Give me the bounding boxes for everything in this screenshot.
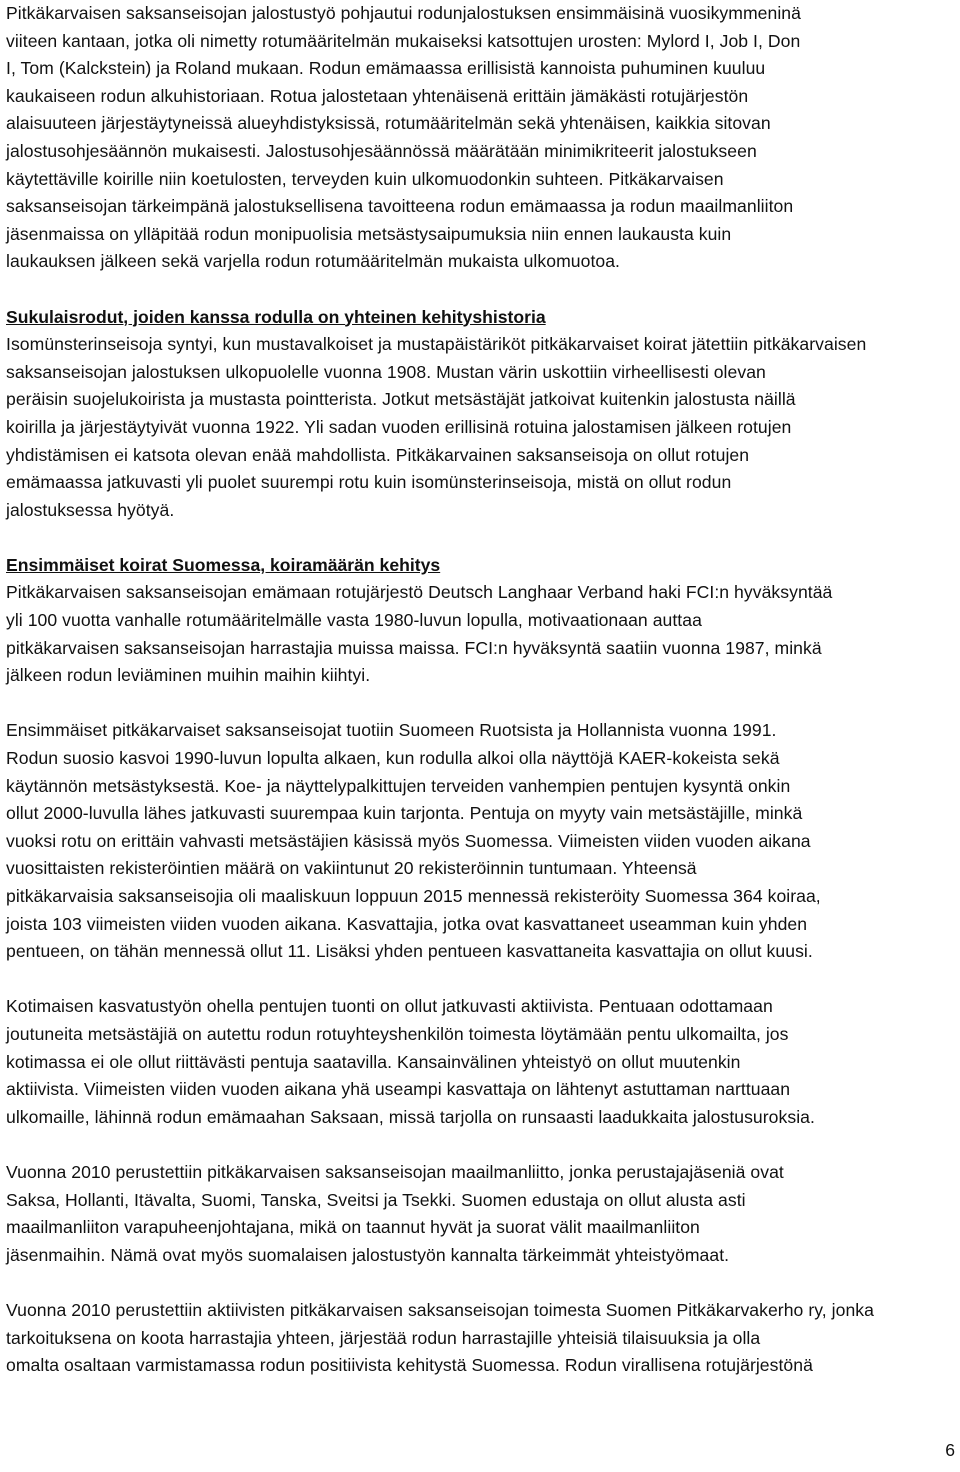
text-line: Saksa, Hollanti, Itävalta, Suomi, Tanska, Sveitsi ja Tsekki. Suomen edustaja on ollut alusta asti xyxy=(6,1189,746,1210)
breed-club-paragraph xyxy=(6,1297,954,1380)
intro-paragraph xyxy=(6,0,954,276)
text-line: aktiivista. Viimeisten viiden vuoden aikana yhä useampi kasvattaja on lähtenyt astuttaman narttuaan xyxy=(6,1079,791,1100)
world-union-paragraph xyxy=(6,1159,954,1269)
document-page xyxy=(6,0,954,1380)
text-line: käytettäville koirille niin koetulosten, terveyden kuin ulkomuodonkin suhteen. Pitkäkarvaisen xyxy=(6,168,724,189)
text-line: ollut 2000-luvulla lähes jatkuvasti suurempaa kuin tarjonta. Pentuja on myyty vain metsästäjille, minkä xyxy=(6,803,803,824)
text-line: saksanseisojan jalostuksen ulkopuolelle vuonna 1908. Mustan värin uskottiin virheellisesti olevan xyxy=(6,361,766,382)
spacer xyxy=(6,1269,954,1297)
text-line: Vuonna 2010 perustettiin aktiivisten pitkäkarvaisen saksanseisojan toimesta Suomen Pitkäkarvakerho ry, jonka xyxy=(6,1299,874,1320)
spacer xyxy=(6,1131,954,1159)
text-line: Pitkäkarvaisen saksanseisojan jalostustyö pohjautui rodunjalostuksen ensimmäisinä vuosikymmeninä xyxy=(6,3,801,23)
text-line: kotimassa ei ole ollut riittävästi pentuja saatavilla. Kansainvälinen yhteistyö on ollut muutenkin xyxy=(6,1051,741,1072)
text-line: omalta osaltaan varmistamassa rodun positiivista kehitystä Suomessa. Rodun virallisena rotujärjestönä xyxy=(6,1355,813,1376)
text-line: jälkeen rodun leviäminen muihin maihin kiihtyi. xyxy=(6,665,371,686)
spacer xyxy=(6,966,954,994)
text-line: käytännön metsästyksestä. Koe- ja näyttelypalkittujen terveiden vanhempien pentujen kysyntä onkin xyxy=(6,775,791,796)
text-line: jäsenmaihin. Nämä ovat myös suomalaisen jalostustyön kannalta tärkeimmät yhteistyömaat. xyxy=(6,1244,730,1265)
text-line: Isomünsterinseisoja syntyi, kun mustavalkoiset ja mustapäistäriköt pitkäkarvaiset koirat jätettiin pitkäkarvaisen xyxy=(6,334,867,355)
text-line: joutuneita metsästäjiä on autettu rodun rotuyhteyshenkilön toimesta löytämään pentu ulkomailta, jos xyxy=(6,1023,789,1044)
related-breeds-paragraph xyxy=(6,331,954,524)
text-line: kaukaiseen rodun alkuhistoriaan. Rotua jalostetaan yhtenäisenä erittäin jämäkästi rotujärjestön xyxy=(6,85,749,106)
text-line: peräisin suojelukoirista ja mustasta pointterista. Jotkut metsästäjät jatkoivat kuitenkin jalostusta näillä xyxy=(6,389,796,410)
text-line: emämaassa jatkuvasti yli puolet suurempi rotu kuin isomünsterinseisoja, mistä on ollut rodun xyxy=(6,472,732,493)
text-line: Vuonna 2010 perustettiin pitkäkarvaisen saksanseisojan maailmanliitto, jonka perustajajäseniä ovat xyxy=(6,1161,784,1182)
section-heading-first-dogs-finland: Ensimmäiset koirat Suomessa, koiramäärän kehitys xyxy=(6,554,441,575)
text-line: joista 103 viimeisten viiden vuoden aikana. Kasvattajia, jotka ovat kasvattaneet useamman kuin yhden xyxy=(6,913,808,934)
text-line: pentueen, on tähän mennessä ollut 11. Lisäksi yhden pentueen kasvattaneita kasvattajia on ollut kuusi. xyxy=(6,941,813,962)
text-line: koirilla ja järjestäytyivät vuonna 1922. Yli sadan vuoden erillisinä rotuina jalostamisen jälkeen rotujen xyxy=(6,416,792,437)
text-line: jäsenmaissa on ylläpitää rodun monipuolisia metsästysaipumuksia niin ennen laukausta kuin xyxy=(6,223,732,244)
text-line: maailmanliiton varapuheenjohtajana, mikä on taannut hyvät ja suorat välit maailmanliiton xyxy=(6,1217,700,1238)
text-line: tarkoituksena on koota harrastajia yhteen, järjestää rodun harrastajille yhteisiä tilaisuuksia ja olla xyxy=(6,1327,761,1348)
text-line: I, Tom (Kalckstein) ja Roland mukaan. Rodun emämaassa erillisistä kannoista puhuminen kuuluu xyxy=(6,58,766,79)
text-line: Ensimmäiset pitkäkarvaiset saksanseisojat tuotiin Suomeen Ruotsista ja Hollannista vuonna 1991. xyxy=(6,720,777,741)
text-line: laukauksen jälkeen sekä varjella rodun rotumääritelmän mukaista ulkomuotoa. xyxy=(6,251,620,272)
text-line: Kotimaisen kasvatustyön ohella pentujen tuonti on ollut jatkuvasti aktiivista. Pentuaan odottamaan xyxy=(6,996,773,1017)
text-line: Pitkäkarvaisen saksanseisojan emämaan rotujärjestö Deutsch Langhaar Verband haki FCI:n hyväksyntää xyxy=(6,582,833,603)
text-line: jalostuksessa hyötyä. xyxy=(6,499,175,520)
puppy-imports-paragraph xyxy=(6,993,954,1131)
text-line: vuosittaisten rekisteröintien määrä on vakiintunut 20 rekisteröinnin tuntumaan. Yhteensä xyxy=(6,858,697,879)
text-line: yli 100 vuotta vanhalle rotumääritelmälle vasta 1980-luvun lopulla, motivaationaan auttaa xyxy=(6,610,702,631)
first-imports-paragraph xyxy=(6,717,954,965)
text-line: saksanseisojan tärkeimpänä jalostuksellisena tavoitteena rodun emämaassa ja rodun maailmanliiton xyxy=(6,196,794,217)
spacer xyxy=(6,524,954,552)
text-line: yhdistämisen ei katsota olevan enää mahdollista. Pitkäkarvainen saksanseisoja on ollut rotujen xyxy=(6,444,750,465)
text-line: vuoksi rotu on erittäin vahvasti metsästäjien käsissä myös Suomessa. Viimeisten viiden vuoden aikana xyxy=(6,830,811,851)
spacer xyxy=(6,276,954,304)
text-line: Rodun suosio kasvoi 1990-luvun lopulta alkaen, kun rodulla alkoi olla näyttöjä KAER-kokeista sekä xyxy=(6,748,780,769)
text-line: pitkäkarvaisia saksanseisojia oli maaliskuun loppuun 2015 mennessä rekisteröity Suomessa 364 koiraa, xyxy=(6,886,821,906)
text-line: viiteen kantaan, jotka oli nimetty rotumääritelmän mukaiseksi katsottujen urosten: Mylord I, Job I, Don xyxy=(6,30,801,51)
text-line: jalostusohjesäännön mukaisesti. Jalostusohjesäännössä määrätään minimikriteerit jalostukseen xyxy=(6,140,757,161)
text-line: pitkäkarvaisen saksanseisojan harrastajia muissa maissa. FCI:n hyväksyntä saatiin vuonna 1987, minkä xyxy=(6,637,822,658)
page-number: 6 xyxy=(945,1440,955,1460)
text-line: ulkomaille, lähinnä rodun emämaahan Saksaan, missä tarjolla on runsaasti laadukkaita jalostusuroksia. xyxy=(6,1106,815,1127)
section-heading-related-breeds: Sukulaisrodut, joiden kanssa rodulla on yhteinen kehityshistoria xyxy=(6,306,546,327)
fci-approval-paragraph xyxy=(6,579,954,689)
text-line: alaisuuteen järjestäytyneissä alueyhdistyksissä, rotumääritelmän sekä yhtenäisen, kaikkia sitovan xyxy=(6,113,771,134)
spacer xyxy=(6,690,954,718)
